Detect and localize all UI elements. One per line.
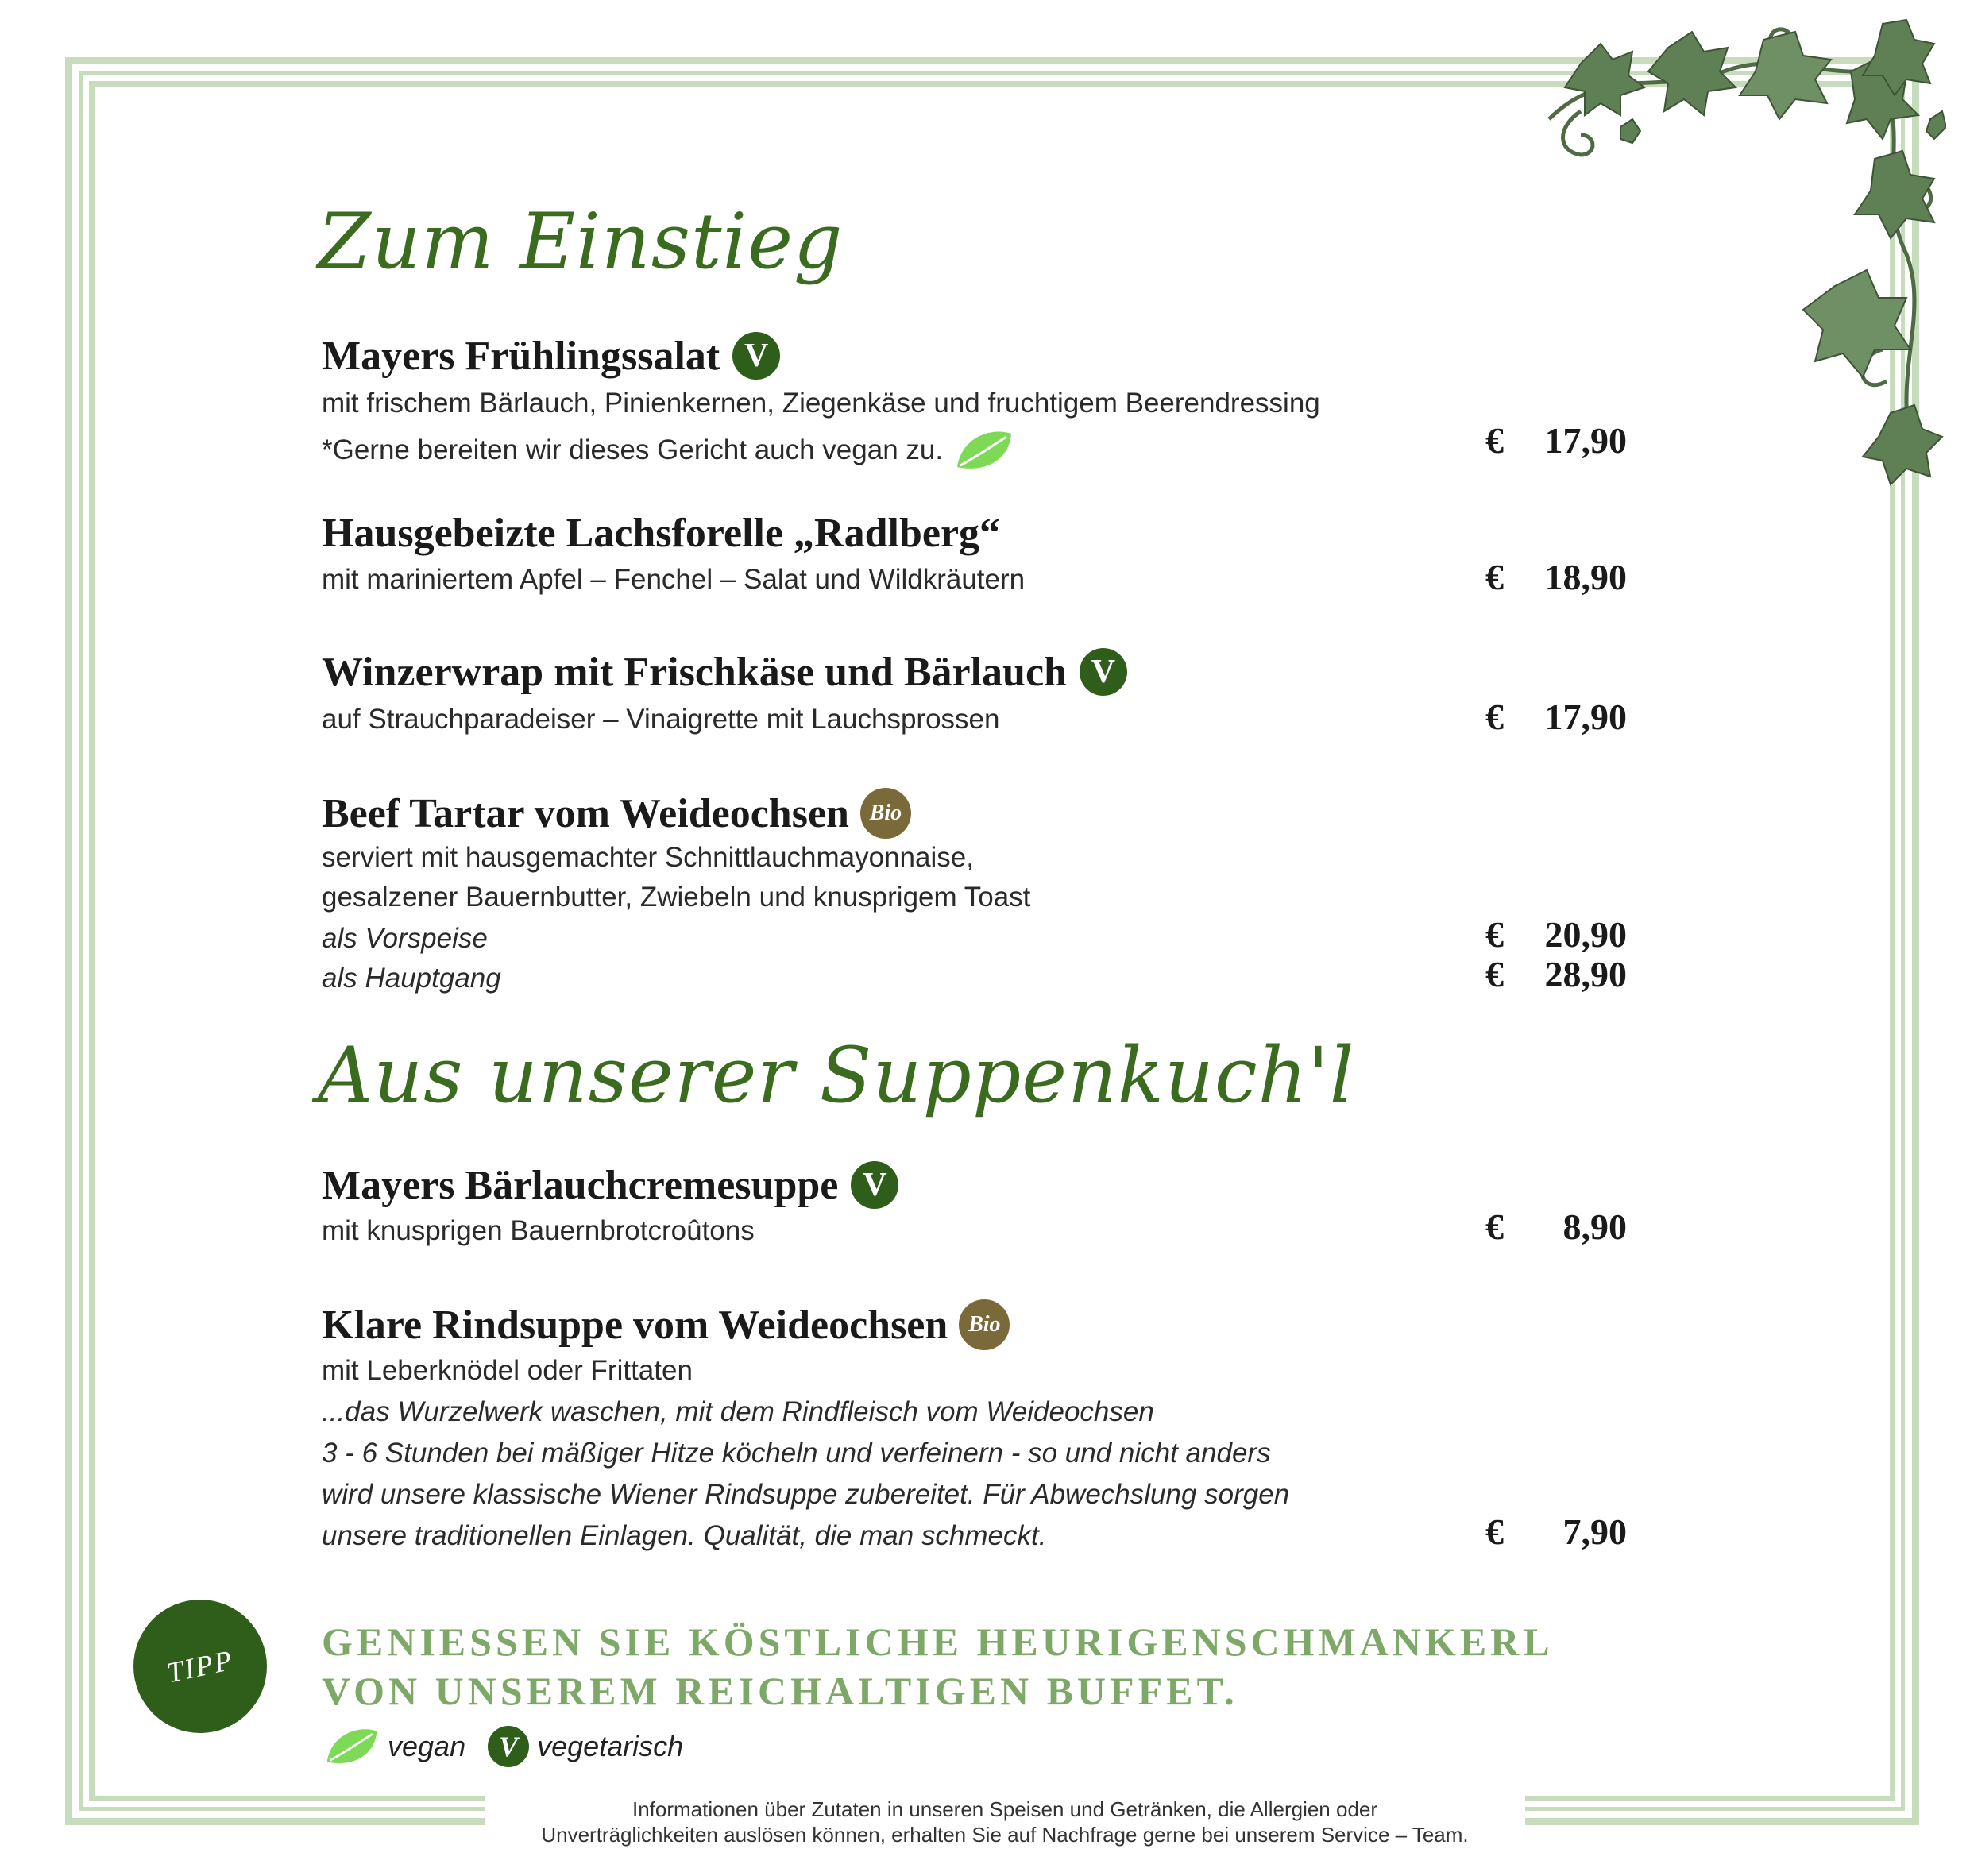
dish-title: Beef Tartar vom Weideochsen	[322, 790, 849, 836]
dish-title: Winzerwrap mit Frischkäse und Bärlauch	[322, 649, 1067, 695]
dish-story-line: unsere traditionellen Einlagen. Qualität, die man schmeckt.	[322, 1520, 1047, 1551]
dish-name	[322, 1161, 898, 1209]
dish-description: auf Strauchparadeiser – Vinaigrette mit Lauchsprossen	[322, 704, 1000, 735]
currency-symbol: €	[1485, 1206, 1504, 1247]
currency-symbol: €	[1485, 954, 1504, 994]
price-value: 20,90	[1544, 914, 1627, 955]
dish-name	[322, 332, 780, 380]
price	[1485, 913, 1627, 955]
legend-vegan	[324, 1725, 465, 1768]
allergen-note-line: Unverträglichkeiten auslösen können, erhalten Sie auf Nachfrage gerne bei unserem Service – Team.	[541, 1823, 1469, 1847]
price	[1485, 556, 1627, 598]
v-badge-icon: V	[1080, 648, 1127, 696]
price-value: 17,90	[1544, 697, 1627, 737]
dish-title: Klare Rindsuppe vom Weideochsen	[322, 1302, 948, 1348]
option-label: als Hauptgang	[322, 963, 501, 994]
allergen-note	[485, 1797, 1525, 1847]
tipp-label: TIPP	[164, 1643, 237, 1689]
dish-name	[322, 788, 911, 839]
dish-name	[322, 648, 1127, 696]
leaf-icon	[954, 427, 1014, 473]
tipp-text-line: GENIESSEN SIE KÖSTLICHE HEURIGENSCHMANKERL	[322, 1619, 1554, 1664]
section-title-suppenkuchl: Aus unserer Suppenkuch'l	[318, 1031, 1355, 1120]
dish-description: mit frischem Bärlauch, Pinienkernen, Ziegenkäse und fruchtigem Beerendressing	[322, 388, 1320, 419]
price	[1485, 1206, 1627, 1248]
v-badge-icon: V	[851, 1161, 898, 1209]
dish-story-line: 3 - 6 Stunden bei mäßiger Hitze köcheln und verfeinern - so und nicht anders	[322, 1438, 1271, 1469]
bio-badge-icon: Bio	[959, 1299, 1010, 1350]
price-value: 17,90	[1544, 420, 1627, 461]
dish-description: mit Leberknödel oder Frittaten	[322, 1355, 693, 1386]
legend-vegetarian	[488, 1726, 683, 1767]
allergen-note-line: Informationen über Zutaten in unseren Speisen und Getränken, die Allergien oder	[632, 1797, 1378, 1821]
dish-description: gesalzener Bauernbutter, Zwiebeln und knusprigem Toast	[322, 882, 1031, 913]
tipp-badge	[137, 1603, 264, 1730]
dish-note	[322, 427, 1014, 473]
price	[1485, 1511, 1627, 1553]
dish-description: serviert mit hausgemachter Schnittlauchmayonnaise,	[322, 842, 974, 873]
currency-symbol: €	[1485, 557, 1504, 597]
bio-badge-icon: Bio	[860, 788, 911, 839]
currency-symbol: €	[1485, 1511, 1504, 1552]
price	[1485, 696, 1627, 738]
dish-title: Hausgebeizte Lachsforelle „Radlberg“	[322, 511, 1001, 556]
price	[1485, 419, 1627, 461]
dish-name	[322, 1299, 1010, 1350]
v-badge-icon: V	[732, 332, 780, 380]
v-badge-icon: V	[488, 1726, 529, 1767]
price-value: 8,90	[1562, 1206, 1627, 1247]
price	[1485, 953, 1627, 995]
dish-title: Mayers Bärlauchcremesuppe	[322, 1162, 839, 1208]
leaf-icon	[324, 1725, 380, 1768]
dish-story-line: wird unsere klassische Wiener Rindsuppe zubereitet. Für Abwechslung sorgen	[322, 1479, 1290, 1510]
price-value: 18,90	[1544, 557, 1627, 597]
legend-vegan-label: vegan	[388, 1730, 466, 1762]
dish-description: mit mariniertem Apfel – Fenchel – Salat und Wildkräutern	[322, 564, 1026, 595]
tipp-text-line: VON UNSEREM REICHALTIGEN BUFFET.	[322, 1669, 1238, 1713]
currency-symbol: €	[1485, 914, 1504, 955]
vegan-note-text: *Gerne bereiten wir dieses Gericht auch vegan zu.	[322, 434, 944, 465]
dish-title: Mayers Frühlingssalat	[322, 333, 720, 379]
currency-symbol: €	[1485, 697, 1504, 737]
option-label: als Vorspeise	[322, 923, 488, 954]
dish-description: mit knusprigen Bauernbrotcroûtons	[322, 1215, 755, 1246]
legend	[324, 1725, 705, 1768]
legend-vegetarian-label: vegetarisch	[537, 1730, 684, 1762]
dish-name	[322, 510, 1000, 557]
price-value: 7,90	[1562, 1511, 1627, 1552]
price-value: 28,90	[1544, 954, 1627, 994]
currency-symbol: €	[1485, 420, 1504, 461]
dish-story-line: ...das Wurzelwerk waschen, mit dem Rindfleisch vom Weideochsen	[322, 1396, 1154, 1427]
section-title-einstieg: Zum Einstieg	[318, 197, 844, 286]
